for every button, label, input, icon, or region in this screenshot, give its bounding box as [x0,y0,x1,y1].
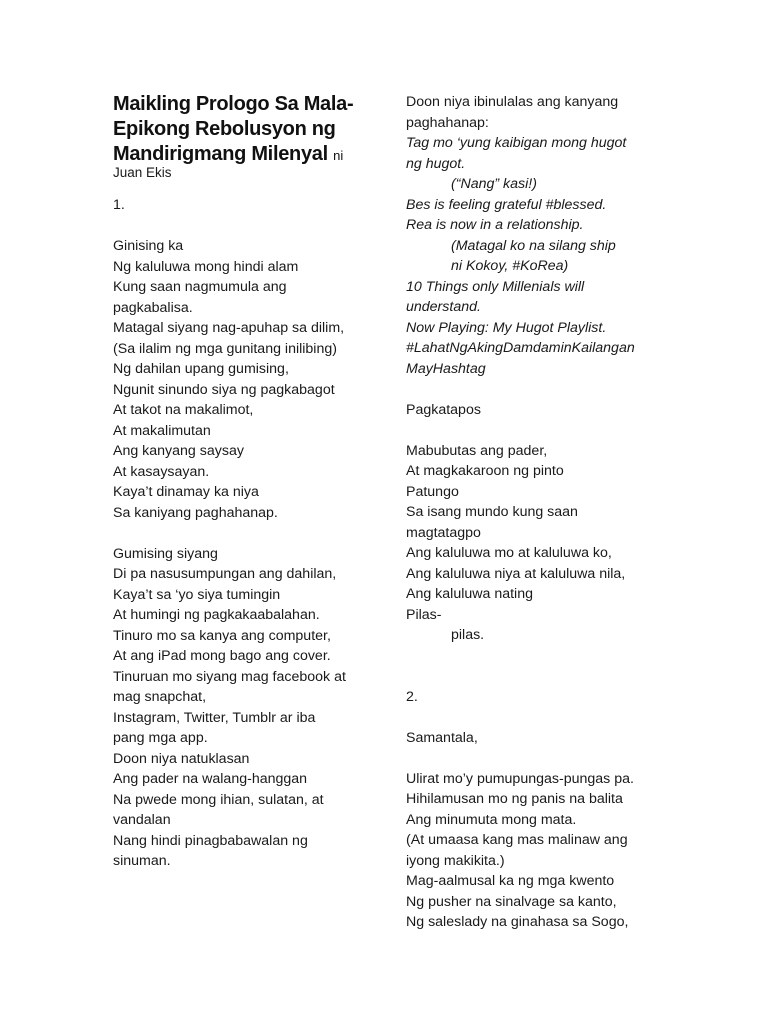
poem-line: Di pa nasusumpungan ang dahilan, [113,566,337,582]
poem-line: Ang pader na walang-hanggan [113,771,308,787]
poem-line: Bes is feeling grateful #blessed. [406,196,607,213]
poem-line: Sa kaniyang paghahanap. [113,504,278,521]
poem-line: Pagkatapos [406,401,481,418]
poem-line: Ng pusher na sinalvage sa kanto, [406,893,617,910]
left-column [113,195,388,872]
poem-line: At magkakaroon ng pinto [406,463,564,479]
poem-line: paghahanap: [406,114,489,131]
author-name: Juan Ekis [113,165,172,180]
blank-line [406,646,706,667]
poem-line: pang mga app. [113,730,208,746]
poem-line: MayHashtag [406,360,486,377]
blank-line [406,420,706,441]
title-line-2: Epikong Rebolusyon ng [113,118,336,140]
poem-line: At humingi ng pagkakaabalahan. [113,607,320,623]
blank-line [406,748,706,769]
blank-line [406,666,706,687]
poem-line: Ang kaluluwa nating [406,586,533,602]
title-line-3-text: Mandirigmang Milenyal [113,143,328,165]
poem-line: Mabubutas ang pader, [406,442,548,459]
poem-line: At ang iPad mong bago ang cover. [113,648,331,664]
poem-line: Rea is now in a relationship. [406,217,584,233]
poem-line: 2. [406,688,418,705]
poem-line: Ang kaluluwa mo at kaluluwa ko, [406,545,612,561]
blank-line [113,216,388,237]
poem-line: Matagal siyang nag-apuhap sa dilim, [113,320,345,336]
right-column [406,92,706,933]
poem-line: Ng saleslady na ginahasa sa Sogo, [406,914,629,930]
blank-line [113,523,388,544]
blank-line [406,707,706,728]
poem-line: Ang kanyang saysay [113,443,244,459]
poem-line: At makalimutan [113,422,211,439]
poem-line: At kasaysayan. [113,463,210,480]
poem-line: ni Kokoy, #KoRea) [451,258,569,274]
poem-line: vandalan [113,812,171,828]
poem-line: Pilas- [406,606,442,623]
poem-line: pilas. [451,627,485,643]
poem-line: (Matagal ko na silang ship [451,237,616,254]
by-word: ni [333,148,344,163]
poem-line: #LahatNgAkingDamdaminKailangan [406,340,635,356]
poem-line: Sa isang mundo kung saan [406,504,578,520]
poem-line: Tinuruan mo siyang mag facebook at [113,668,346,685]
poem-line: At takot na makalimot, [113,402,254,418]
poem-line: Na pwede mong ihian, sulatan, at [113,791,324,808]
poem-line: Ang minumuta mong mata. [406,811,577,828]
poem-line: Kaya’t dinamay ka niya [113,484,259,500]
poem-line: sinuman. [113,853,171,869]
poem-line: Ang kaluluwa niya at kaluluwa nila, [406,565,626,582]
poem-line: Ngunit sinundo siya ng pagkabagot [113,381,335,398]
poem-line: iyong makikita.) [406,852,505,869]
poem-line: Tinuro mo sa kanya ang computer, [113,627,331,644]
title-line-1: Maikling Prologo Sa Mala- [113,93,354,115]
poem-line: (Sa ilalim ng mga gunitang inilibing) [113,340,337,357]
poem-line: 1. [113,197,125,213]
poem-line: ng hugot. [406,155,466,172]
poem-line: Doon niya ibinulalas ang kanyang [406,94,619,110]
poem-line: Patungo [406,483,459,500]
poem-line: Hihilamusan mo ng panis na balita [406,791,623,807]
poem-line: Samantala, [406,729,478,746]
poem-line: magtatagpo [406,524,481,541]
poem-title [113,92,383,168]
poem-line: Mag-aalmusal ka ng mga kwento [406,873,615,889]
poem-line: Kaya’t sa ‘yo siya tumingin [113,586,281,603]
poem-line: understand. [406,299,481,315]
poem-line: (At umaasa kang mas malinaw ang [406,832,628,848]
poem-line: Ng dahilan upang gumising, [113,361,289,377]
poem-line: Ginising ka [113,238,184,254]
poem-line: Doon niya natuklasan [113,750,250,767]
poem-line: Kung saan nagmumula ang [113,279,287,295]
poem-line: 10 Things only Millenials will [406,278,585,295]
poem-line: Ulirat mo’y pumupungas-pungas pa. [406,770,634,787]
poem-line: (“Nang” kasi!) [451,176,537,192]
poem-line: Nang hindi pinagbabawalan ng [113,832,308,849]
poem-line: mag snapchat, [113,689,207,705]
blank-line [406,379,706,400]
poem-line: Now Playing: My Hugot Playlist. [406,319,607,336]
poem-line: Gumising siyang [113,545,218,562]
poem-line: Tag mo ‘yung kaibigan mong hugot [406,135,627,151]
poem-line: pagkabalisa. [113,299,193,316]
poem-line: Ng kaluluwa mong hindi alam [113,258,299,275]
poem-line: Instagram, Twitter, Tumblr ar iba [113,709,316,726]
